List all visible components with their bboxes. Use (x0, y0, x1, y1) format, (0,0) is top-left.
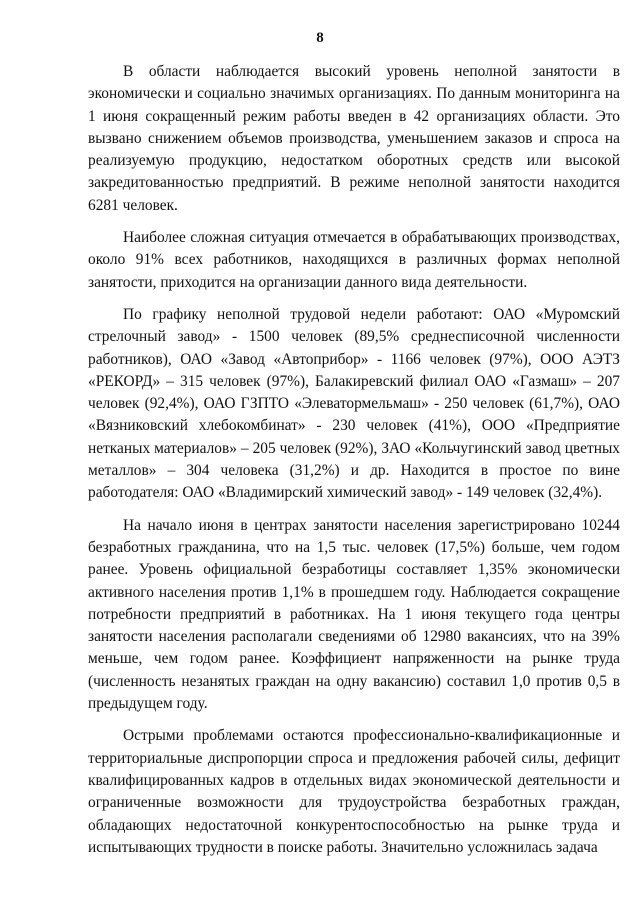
paragraph-part-time-enterprises: По графику неполной трудовой недели работают: ОАО «Муромский стрелочный завод» - 1500 человек (89,5% среднесписочной численности работников), ОАО «Завод «Автоприбор» - 1166 человек (97%), ООО АЭТЗ «РЕКОРД» – 315 человек (97%), Балакиревский филиал ОАО «Газмаш» – 207 человек (92,4%), ОАО ГЗПТО «Элеватормельмаш» - 250 человек (61,7%), ОАО «Вязниковский хлебокомбинат» - 230 человек (41%), ООО «Предприятие нетканых материалов» – 205 человек (92%), ЗАО «Кольчугинский завод цветных металлов» – 304 человека (31,2%) и др. Находится в простое по вине работодателя: ОАО «Владимирский химический завод» - 149 человек (32,4%). (88, 305, 620, 502)
paragraph-manufacturing-situation: Наиболее сложная ситуация отмечается в обрабатывающих производствах, около 91% всех работников, находящихся в различных формах неполной занятости, приходится на организации данного вида деятельности. (88, 229, 620, 291)
document-body (88, 61, 620, 859)
page-number: 8 (316, 30, 324, 46)
paragraph-labor-market-problems: Острыми проблемами остаются профессионально-квалификационные и территориальные диспропорции спроса и предложения рабочей силы, дефицит квалифицированных кадров в отдельных видах экономической деятельности и ограниченные возможности для трудоустройства безработных граждан, обладающих недостаточной конкурентоспособностью на рынке труда и испытывающих трудности в поиске работы. Значительно усложнилась задача (88, 727, 620, 856)
paragraph-unemployment-statistics: На начало июня в центрах занятости населения зарегистрировано 10244 безработных гражданина, что на 1,5 тыс. человек (17,5%) больше, чем годом ранее. Уровень официальной безработицы составляет 1,35% экономически активного населения против 1,1% в прошедшем году. Наблюдается сокращение потребности предприятий в работниках. На 1 июня текущего года центры занятости населения располагали сведениями об 12980 вакансиях, что на 39% меньше, чем годом ранее. Коэффициент напряженности на рынке труда (численность незанятых граждан на одну вакансию) составил 1,0 против 0,5 в предыдущем году. (88, 516, 620, 713)
paragraph-underemployment-level: В области наблюдается высокий уровень неполной занятости в экономически и социально значимых организациях. По данным мониторинга на 1 июня сокращенный режим работы введен в 42 организациях области. Это вызвано снижением объемов производства, уменьшением заказов и спроса на реализуемую продукцию, недостатком оборотных средств или высокой закредитованностью предприятий. В режиме неполной занятости находится 6281 человек. (88, 63, 620, 214)
